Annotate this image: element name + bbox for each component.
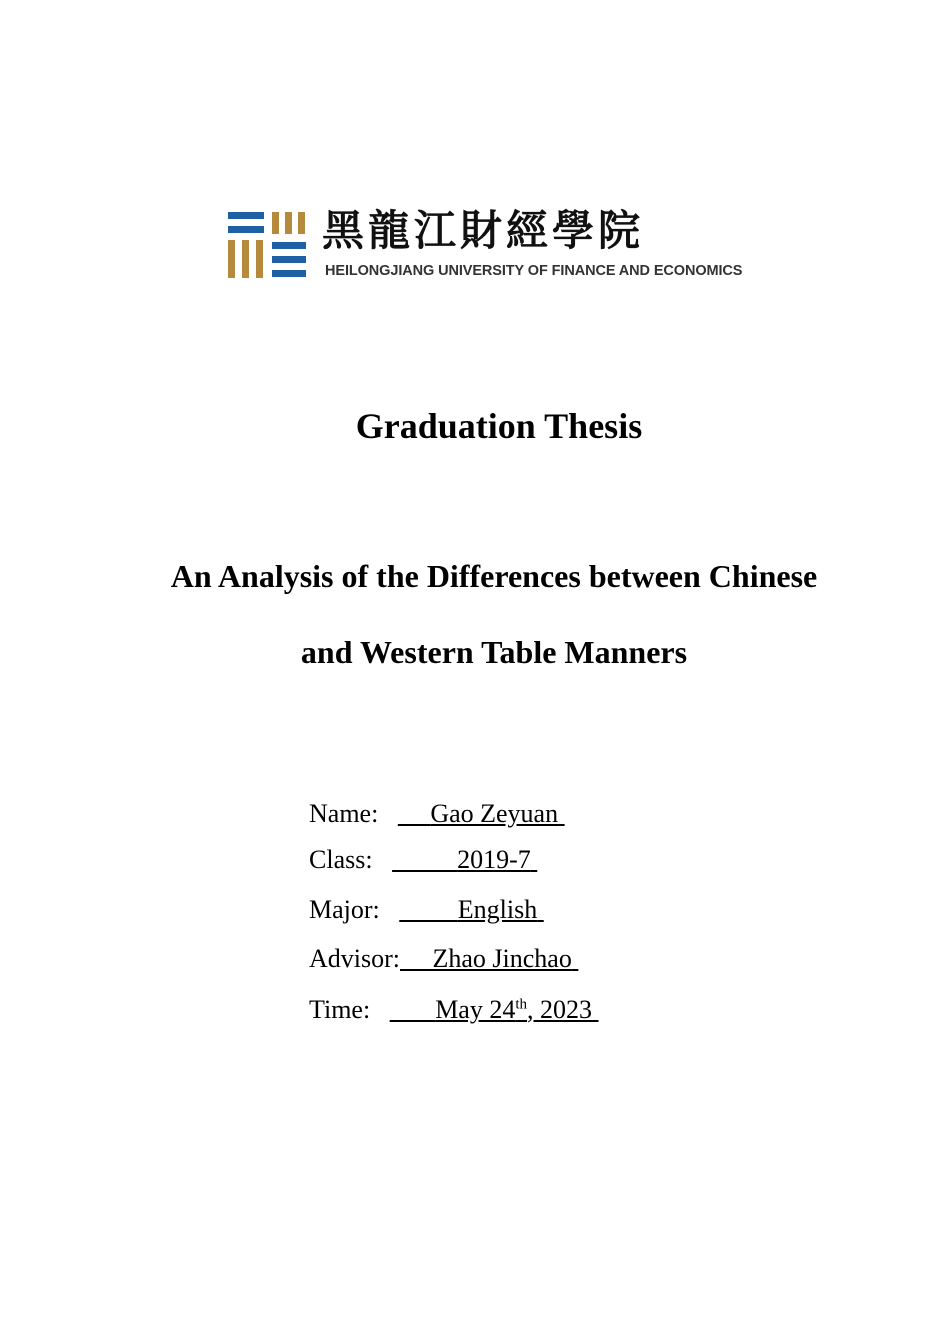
info-advisor-row (309, 943, 578, 975)
document-title: Graduation Thesis (355, 406, 643, 446)
major-value-field (399, 894, 543, 926)
name-value: Gao Zeyuan (430, 799, 559, 828)
advisor-value-field (400, 943, 578, 975)
class-value-field (392, 844, 537, 876)
name-value-field (398, 798, 565, 830)
time-value-field (390, 994, 599, 1026)
university-emblem-icon (228, 212, 308, 284)
info-major-row (309, 894, 544, 926)
advisor-label: Advisor: (309, 944, 400, 973)
major-value: English (457, 895, 538, 924)
university-name-english: HEILONGJIANG UNIVERSITY OF FINANCE AND ECONOMICS (325, 263, 743, 279)
thesis-title-line-2: and Western Table Manners (300, 634, 688, 670)
name-label: Name: (309, 799, 379, 828)
thesis-title-line-1: An Analysis of the Differences between Chinese (170, 558, 818, 594)
info-class-row (309, 844, 537, 876)
advisor-value: Zhao Jinchao (432, 944, 572, 973)
university-name-chinese: 黑龍江財經學院 (322, 206, 645, 255)
info-time-row (309, 994, 599, 1026)
class-label: Class: (309, 845, 373, 874)
time-value-ordinal: th (515, 996, 528, 1013)
info-name-row (309, 798, 565, 830)
time-label: Time: (309, 995, 371, 1024)
university-logo (228, 206, 773, 284)
major-label: Major: (309, 895, 380, 924)
class-value: 2019-7 (457, 845, 531, 874)
time-value-date: May 24 (435, 995, 516, 1024)
time-value-year: , 2023 (527, 995, 593, 1024)
